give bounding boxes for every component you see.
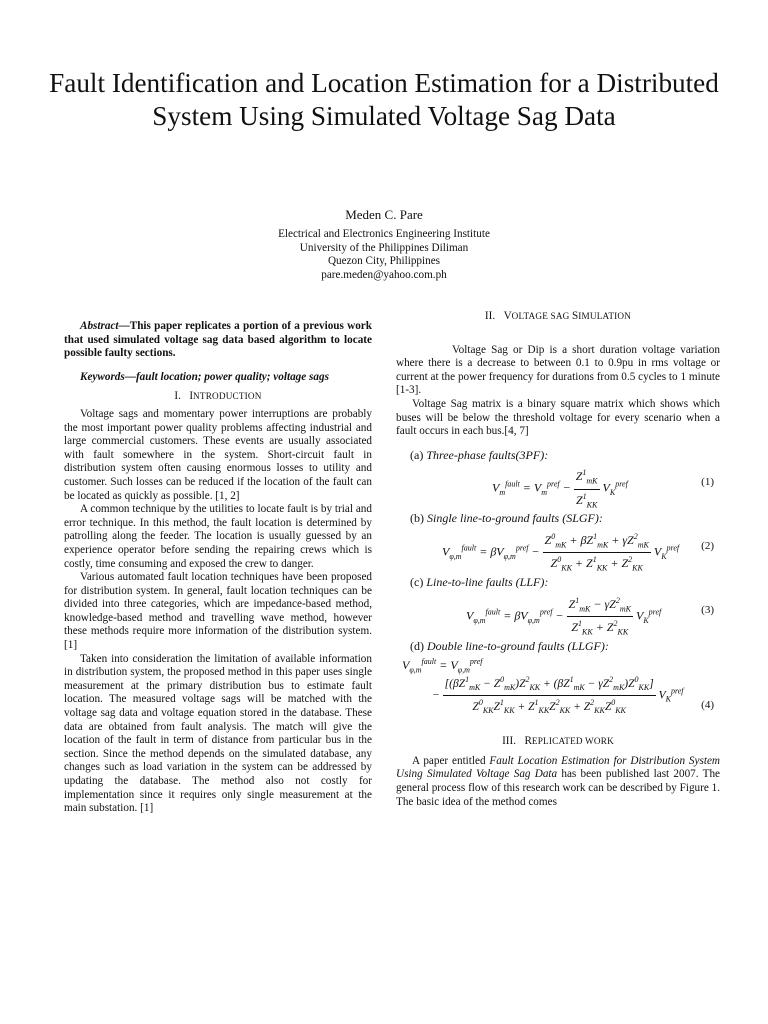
section-number: I.	[174, 390, 181, 403]
abstract	[64, 320, 372, 361]
equation-3: $V_{\varphi,m}^{fault} = \beta V_{\varphi,m}^{pref}$ − $\frac{Z^1_{mK} - \gamma Z^2_{mK}}{Z^1_{KK} + Z^2_{KK}}$ $V_K^{pref}$ (3)	[466, 595, 714, 637]
paragraph: A common technique by the utilities to locate fault is by trial and error technique. In this method, the fault location is determined by patrolling along the feeder. The location is usually guessed by an experience operator before sending the repairing crews which is costly, time consuming and exposed the crew to danger.	[64, 503, 372, 570]
right-column	[396, 310, 720, 809]
equation-4-line-2: − $\frac{[(\beta Z^1_{mK} - Z^0_{mK})Z^2_{KK} + (\beta Z^1_{mK} - \gamma Z^2_{mK})Z^0_{KK}]}{Z^0_{KK}Z^1_{KK} + Z^1_{KK}Z^2_{KK} + Z^2_{KK}Z^0_{KK}}$ $V_K^{pref}$ (4)	[432, 675, 714, 716]
equation-number: (1)	[701, 476, 714, 489]
section-title-rest: OLTAGE SAG	[511, 311, 572, 321]
abstract-text: —This paper replicates a portion of a previous work that used simulated voltage sag data based algorithm to locate possible faulty sections.	[64, 320, 372, 360]
paper-title: Fault Identification and Location Estimation for a Distributed System Using Simulated Voltage Sag Data	[49, 68, 719, 131]
section-title-cap: V	[503, 310, 512, 322]
equation-label: (a) Three-phase faults(3PF):	[410, 447, 549, 462]
section-heading-introduction	[64, 390, 372, 404]
equation-label: (b) Single line-to-ground faults (SLGF):	[410, 511, 603, 526]
section-number: II.	[484, 310, 496, 322]
equation-2: $V_{\varphi,m}^{fault} = \beta V_{\varphi,m}^{pref}$ − $\frac{Z^0_{mK} + \beta Z^1_{mK} + \gamma Z^2_{mK}}{Z^0_{KK} + Z^1_{KK} + Z^2_{KK}}$ $V_K^{pref}$ (2)	[442, 531, 714, 573]
paragraph: A paper entitled Fault Location Estimation for Distribution System Using Simulated Voltage Sag Data has been published last 2007. The general process flow of this research work can be described by Figure 1. The basic idea of the method comes	[396, 754, 721, 808]
cited-paper-title: Fault Location Estimation for Distribution System Using Simulated Voltage Sag Data	[396, 754, 721, 781]
paragraph: Voltage Sag or Dip is a short duration voltage variation where there is a decrease to between 0.1 to 0.9pu in rms voltage or current at the power frequency for durations from 0.5 cycles to 1 minute [1-3].	[396, 343, 720, 397]
section-title-rest: NTRODUCTION	[193, 391, 262, 402]
section-heading-voltage-sag	[396, 310, 720, 324]
left-column	[64, 320, 372, 816]
author-email: pare.meden@yahoo.com.ph	[321, 268, 447, 281]
section-title-rest: EPLICATED WORK	[531, 736, 614, 747]
section-title-cap: I	[189, 390, 194, 403]
affiliation-line: University of the Philippines Diliman	[299, 241, 469, 254]
equation-label: (c) Line-to-line faults (LLF):	[410, 574, 549, 589]
keywords: Keywords—fault location; power quality; voltage sags	[80, 370, 329, 383]
paragraph: Various automated fault location techniques have been proposed for distribution system. In general, fault location techniques can be divided into three categories, which are impedance-based method, knowledge-based method and travelling wave method, however these methods require more information of the distribution system. [1]	[64, 571, 372, 652]
paragraph: Voltage sags and momentary power interruptions are probably the most important power quality problems affecting industrial and large commercial customers. These events are usually associated with fault somewhere in the system. Short-circuit fault in distribution system often causing enormous losses to utility and customer. Such losses can be reduced if the location of the fault can be located as quickly as possible. [1, 2]	[64, 407, 372, 502]
equation-4-line-1: $V_{\varphi,m}^{fault} = V_{\varphi,m}^{pref}$	[402, 657, 483, 675]
section-title-cap: R	[524, 735, 532, 748]
equation-1: $V_m^{fault} = V_m^{pref}$ − $\frac{Z^1_{mK}}{Z^1_{KK}}$ $V_K^{pref}$ (1)	[492, 468, 714, 510]
abstract-label: Abstract	[80, 320, 119, 332]
affiliation-line: Quezon City, Philippines	[327, 255, 441, 268]
section-heading-replicated-work	[396, 735, 720, 749]
paragraph: Voltage Sag matrix is a binary square matrix which shows which buses will be below the threshold voltage for every scenario when a fault occurs in each bus.[4, 7]	[396, 397, 720, 438]
equation-prefix: (a)	[410, 447, 424, 462]
author-name: Meden C. Pare	[345, 207, 423, 222]
equation-label: (d) Double line-to-ground faults (LLGF):	[410, 638, 609, 653]
paragraph: Taken into consideration the limitation of available information in distribution system, the proposed method in this paper uses single measurement at the primary distribution bus to estimate fault location. The measured voltage sags will be matched with the voltage sag data and voltage equation stored in the database. These data are obtained from fault analysis. The match will give the location of the fault in term of distance from particular bus in the section. Since the method depends on the simulated database, any changes such as load variation in the system can be addressed by updating the database. The method also not costly for implementation since it requires only single measurement at the main substation. [1]	[64, 652, 372, 815]
affiliation-line: Electrical and Electronics Engineering Institute	[278, 228, 490, 240]
section-number: III.	[502, 735, 517, 748]
author-block	[0, 206, 768, 282]
section-title-cap: S	[572, 310, 579, 322]
section-title-rest: IMULATION	[578, 311, 632, 321]
